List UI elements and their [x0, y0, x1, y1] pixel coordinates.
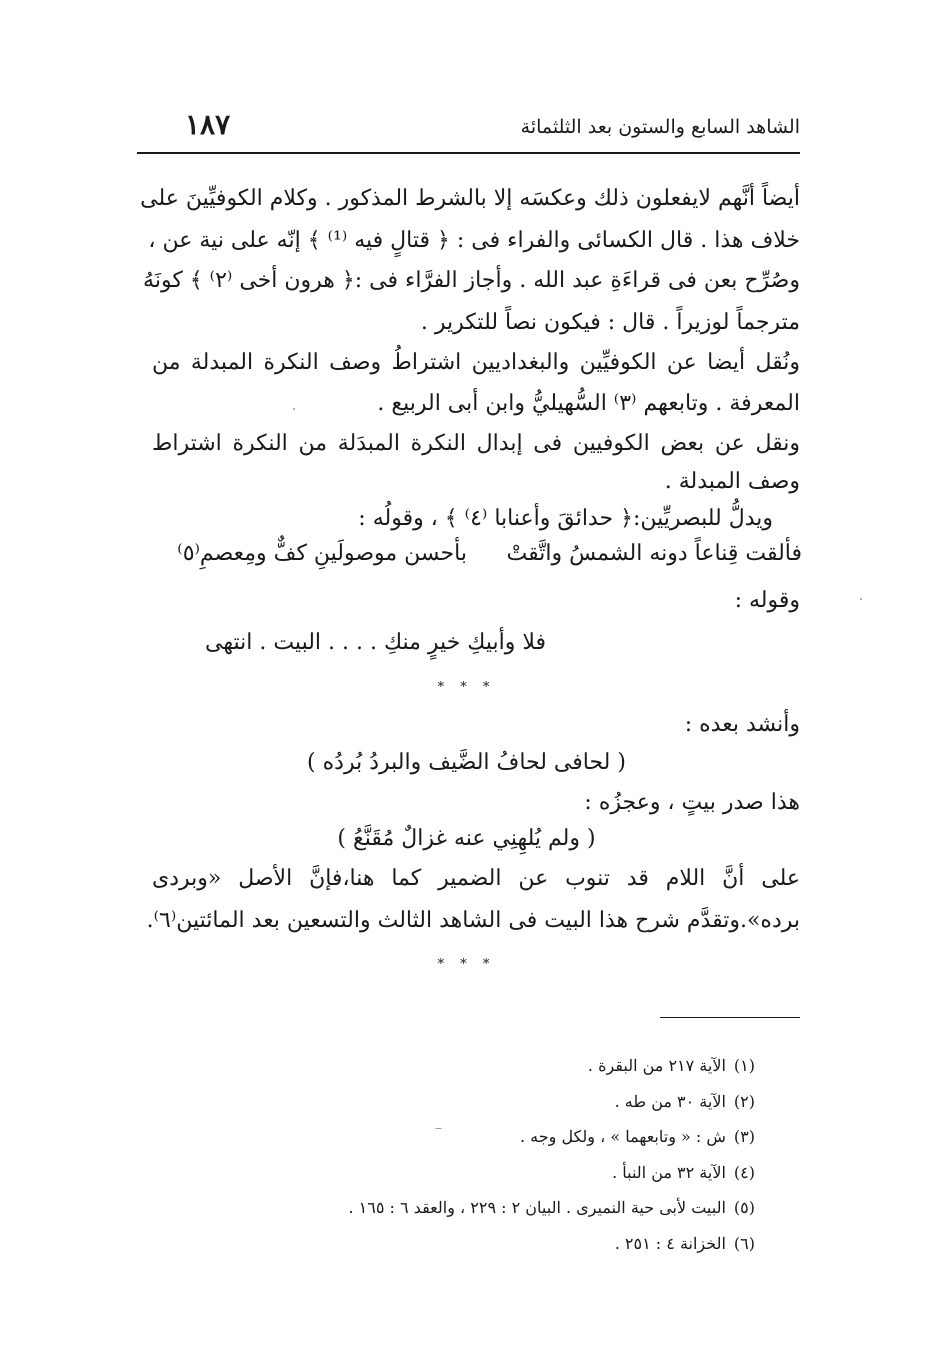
body-line: أيضاً أنَّهم لايفعلون ذلك وعكسَه إلا بالشرط المذكور . وكلام الكوفيِّينَ على — [140, 186, 800, 211]
body-line: ونُقل أيضا عن الكوفيِّين والبغداديين اشتراطُ وصف النكرة المبدلة من — [152, 350, 800, 375]
footnote-number: (٥) — [733, 1198, 755, 1218]
footnote-item — [235, 1119, 755, 1155]
shahid-intro: وأنشد بعده : — [684, 712, 800, 737]
shahid-first-half: ( لحافى لحافُ الضَّيف والبردُ بُردُه ) — [307, 750, 626, 775]
footnote-text: الخزانة ٤ : ٢٥١ . — [614, 1233, 726, 1253]
scan-speck — [435, 1128, 442, 1129]
running-title: الشاهد السابع والستون بعد الثلثمائة — [520, 116, 800, 138]
page-header — [140, 108, 800, 148]
scan-speck — [293, 408, 295, 410]
section-separator: * * * — [437, 680, 496, 695]
header-divider — [137, 152, 800, 154]
footnote-number: (٢) — [733, 1091, 755, 1111]
body-line: ونقل عن بعض الكوفيين فى إبدال النكرة المبدَلة من النكرة اشتراط — [152, 431, 800, 456]
shahid-second-half: ( ولم يُلهِنِي عنه غزالٌ مُقَنَّعُ ) — [337, 826, 596, 851]
footnote-number: (٣) — [733, 1127, 755, 1147]
footnote-item — [235, 1226, 755, 1262]
footnote-divider — [660, 1017, 800, 1018]
body-line: وصُرِّح بعن فى قراءَةِ عبد الله . وأجاز الفرَّاء فى :﴿ هرون أخى ⁽٢⁾ ﴾ كونَهُ — [143, 268, 800, 293]
scan-speck — [860, 598, 862, 600]
footnote-text: الآية ٣٠ من طه . — [614, 1091, 726, 1111]
page-number: ١٨٧ — [185, 108, 231, 141]
section-separator: * * * — [437, 957, 496, 972]
footnote-item — [235, 1048, 755, 1084]
body-line: وصف المبدلة . — [664, 469, 800, 494]
footnotes — [235, 1048, 755, 1262]
body-line: ويدلُّ للبصريِّين:﴿ حدائقَ وأعنابا ⁽٤⁾ ﴾ ، وقولُه : — [358, 506, 773, 531]
poem-verse — [150, 541, 802, 577]
footnote-text: ش : « وتابعهما » ، ولكل وجه . — [519, 1127, 726, 1147]
body-line: وقوله : — [734, 588, 800, 613]
footnote-item — [235, 1190, 755, 1226]
footnote-number: (٤) — [733, 1162, 755, 1182]
body-line: مترجماً لوزيراً . قال : فيكون نصاً للتكرير . — [420, 310, 800, 335]
explanation-line: برده».وتقدَّم شرح هذا البيت فى الشاهد الثالث والتسعين بعد المائتين⁽٦⁾. — [146, 908, 800, 933]
footnote-text: الآية ٢١٧ من البقرة . — [587, 1056, 726, 1075]
footnote-number: (١) — [733, 1056, 755, 1075]
shahid-note: هذا صدر بيتٍ ، وعجزُه : — [584, 790, 800, 815]
quoted-verse: فلا وأبيكِ خيرٍ منكِ . . . . البيت . انتهى — [205, 630, 546, 655]
footnote-item — [235, 1084, 755, 1120]
verse-second-hemistich: بأحسن موصولَينِ كفٌّ ومِعصمِ⁽٥⁾ — [177, 541, 467, 566]
footnote-number: (٦) — [733, 1233, 755, 1253]
body-line: خلاف هذا . قال الكسائى والفراء فى : ﴿ قتالٍ فيه ⁽¹⁾ ﴾ إنّه على نية عن ، — [148, 228, 800, 253]
footnote-text: البيت لأبى حية النميرى . البيان ٢ : ٢٢٩ ، والعقد ٦ : ١٦٥ . — [348, 1198, 726, 1218]
explanation-line: على أنَّ اللام قد تنوب عن الضمير كما هنا،فإنَّ الأصل «وبردى — [152, 866, 800, 891]
footnote-text: الآية ٣٢ من النبأ . — [612, 1162, 726, 1182]
verse-first-hemistich: فألقت قِناعاً دونه الشمسُ واتَّقتْ — [506, 541, 802, 566]
footnote-item — [235, 1155, 755, 1191]
body-line: المعرفة . وتابعهم ⁽٣⁾ السُّهيليُّ وابن أبى الربيع . — [377, 391, 800, 416]
